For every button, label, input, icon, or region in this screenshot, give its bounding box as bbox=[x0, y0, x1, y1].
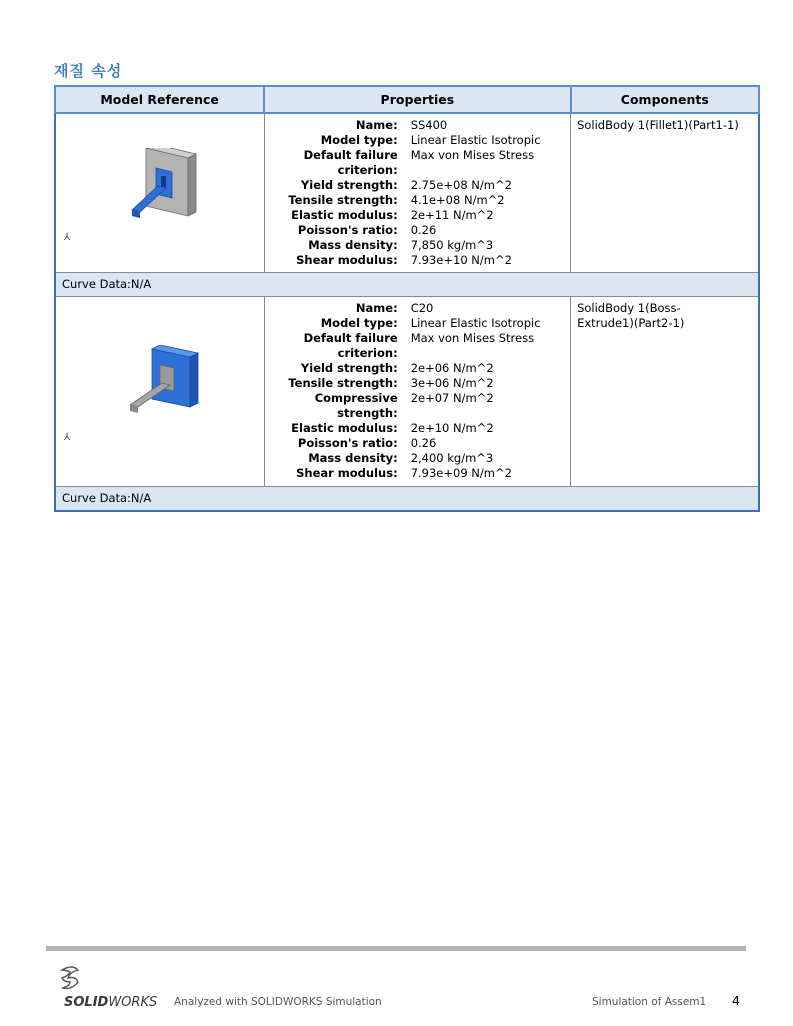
property-label: Name: bbox=[355, 118, 398, 132]
property-row bbox=[265, 346, 570, 361]
property-label: Model type: bbox=[320, 133, 398, 147]
property-row bbox=[265, 133, 570, 148]
table-header-row bbox=[55, 86, 759, 113]
properties-cell bbox=[264, 113, 570, 273]
property-value: 0.26 bbox=[410, 436, 437, 450]
property-label: Elastic modulus: bbox=[291, 421, 398, 435]
property-row bbox=[265, 421, 570, 436]
axis-triad-icon: ⅄ bbox=[64, 232, 71, 243]
property-value: Max von Mises Stress bbox=[410, 148, 535, 162]
property-value: 2e+06 N/m^2 bbox=[410, 361, 494, 375]
property-label: Default failure bbox=[303, 148, 398, 162]
property-row bbox=[265, 223, 570, 238]
property-label: Compressive bbox=[314, 391, 398, 405]
header-properties: Properties bbox=[264, 86, 570, 113]
property-value bbox=[411, 406, 570, 421]
property-row bbox=[265, 253, 570, 268]
property-value: 4.1e+08 N/m^2 bbox=[410, 193, 505, 207]
property-row bbox=[265, 331, 570, 346]
property-value: C20 bbox=[410, 301, 434, 315]
ds-logo-icon bbox=[56, 964, 86, 994]
property-row bbox=[265, 301, 570, 316]
property-label: Poisson's ratio: bbox=[297, 223, 398, 237]
section-title: 재질 속성 bbox=[54, 62, 123, 80]
model-reference-cell bbox=[55, 113, 264, 273]
property-label: Shear modulus: bbox=[296, 466, 398, 480]
property-value: Linear Elastic Isotropic bbox=[410, 133, 541, 147]
property-label: Yield strength: bbox=[300, 178, 398, 192]
properties-cell bbox=[264, 297, 570, 487]
material-row-ss400 bbox=[55, 113, 759, 273]
header-components: Components bbox=[571, 86, 759, 113]
property-value: Linear Elastic Isotropic bbox=[410, 316, 541, 330]
block-side-face bbox=[188, 154, 196, 216]
property-row bbox=[265, 178, 570, 193]
property-row bbox=[265, 436, 570, 451]
axis-triad-icon: ⅄ bbox=[64, 432, 71, 443]
property-value: 7.93e+09 N/m^2 bbox=[410, 466, 512, 480]
property-row bbox=[265, 118, 570, 133]
property-label: Tensile strength: bbox=[288, 376, 398, 390]
property-row bbox=[265, 316, 570, 331]
property-label: criterion: bbox=[337, 346, 398, 360]
curve-data-row bbox=[55, 273, 759, 297]
property-value: 0.26 bbox=[410, 223, 437, 237]
material-properties-table bbox=[54, 85, 760, 512]
property-row bbox=[265, 391, 570, 406]
property-value: 7,850 kg/m^3 bbox=[410, 238, 494, 252]
property-label: Shear modulus: bbox=[296, 253, 398, 267]
property-row bbox=[265, 361, 570, 376]
property-value: 2e+11 N/m^2 bbox=[410, 208, 494, 222]
page-number: 4 bbox=[732, 993, 740, 1008]
property-row bbox=[265, 376, 570, 391]
property-label: criterion: bbox=[337, 163, 398, 177]
property-row bbox=[265, 163, 570, 178]
model-reference-cell bbox=[55, 297, 264, 487]
property-label: Model type: bbox=[320, 316, 398, 330]
property-value: 3e+06 N/m^2 bbox=[410, 376, 494, 390]
components-cell: SolidBody 1(Fillet1)(Part1-1) bbox=[571, 113, 759, 273]
curve-data-text: Curve Data:N/A bbox=[55, 487, 759, 511]
property-label: Poisson's ratio: bbox=[297, 436, 398, 450]
curve-data-text: Curve Data:N/A bbox=[55, 273, 759, 297]
property-row bbox=[265, 193, 570, 208]
model-thumbnail-c20 bbox=[126, 345, 206, 425]
property-label: Default failure bbox=[303, 331, 398, 345]
property-value bbox=[411, 346, 570, 361]
model-thumbnail-ss400 bbox=[126, 148, 206, 228]
footer-study-name: Simulation of Assem1 bbox=[592, 996, 707, 1008]
property-value: 2,400 kg/m^3 bbox=[410, 451, 494, 465]
bracket-slot bbox=[161, 176, 166, 188]
logo-light-text: WORKS bbox=[108, 995, 158, 1010]
property-value bbox=[411, 163, 570, 178]
property-value: 7.93e+10 N/m^2 bbox=[410, 253, 512, 267]
footer-analyzed-text: Analyzed with SOLIDWORKS Simulation bbox=[174, 996, 382, 1008]
property-label: Elastic modulus: bbox=[291, 208, 398, 222]
logo-bold-text: SOLID bbox=[64, 995, 109, 1010]
components-cell: SolidBody 1(Boss- Extrude1)(Part2-1) bbox=[571, 297, 759, 487]
footer-divider bbox=[46, 946, 746, 951]
property-row bbox=[265, 238, 570, 253]
header-model-reference: Model Reference bbox=[55, 86, 264, 113]
property-row bbox=[265, 148, 570, 163]
material-row-c20 bbox=[55, 297, 759, 487]
property-row bbox=[265, 466, 570, 481]
property-label: Yield strength: bbox=[300, 361, 398, 375]
property-value: 2e+07 N/m^2 bbox=[410, 391, 494, 405]
property-row bbox=[265, 208, 570, 223]
solidworks-logo bbox=[64, 995, 157, 1010]
property-value: 2e+10 N/m^2 bbox=[410, 421, 494, 435]
property-label: Tensile strength: bbox=[288, 193, 398, 207]
property-label: Mass density: bbox=[308, 238, 398, 252]
property-value: 2.75e+08 N/m^2 bbox=[410, 178, 512, 192]
property-label: strength: bbox=[337, 406, 398, 420]
property-value: Max von Mises Stress bbox=[410, 331, 535, 345]
property-value: SS400 bbox=[410, 118, 448, 132]
property-label: Name: bbox=[355, 301, 398, 315]
block-side-face bbox=[190, 353, 198, 407]
curve-data-row bbox=[55, 487, 759, 511]
property-row bbox=[265, 406, 570, 421]
property-row bbox=[265, 451, 570, 466]
property-label: Mass density: bbox=[308, 451, 398, 465]
